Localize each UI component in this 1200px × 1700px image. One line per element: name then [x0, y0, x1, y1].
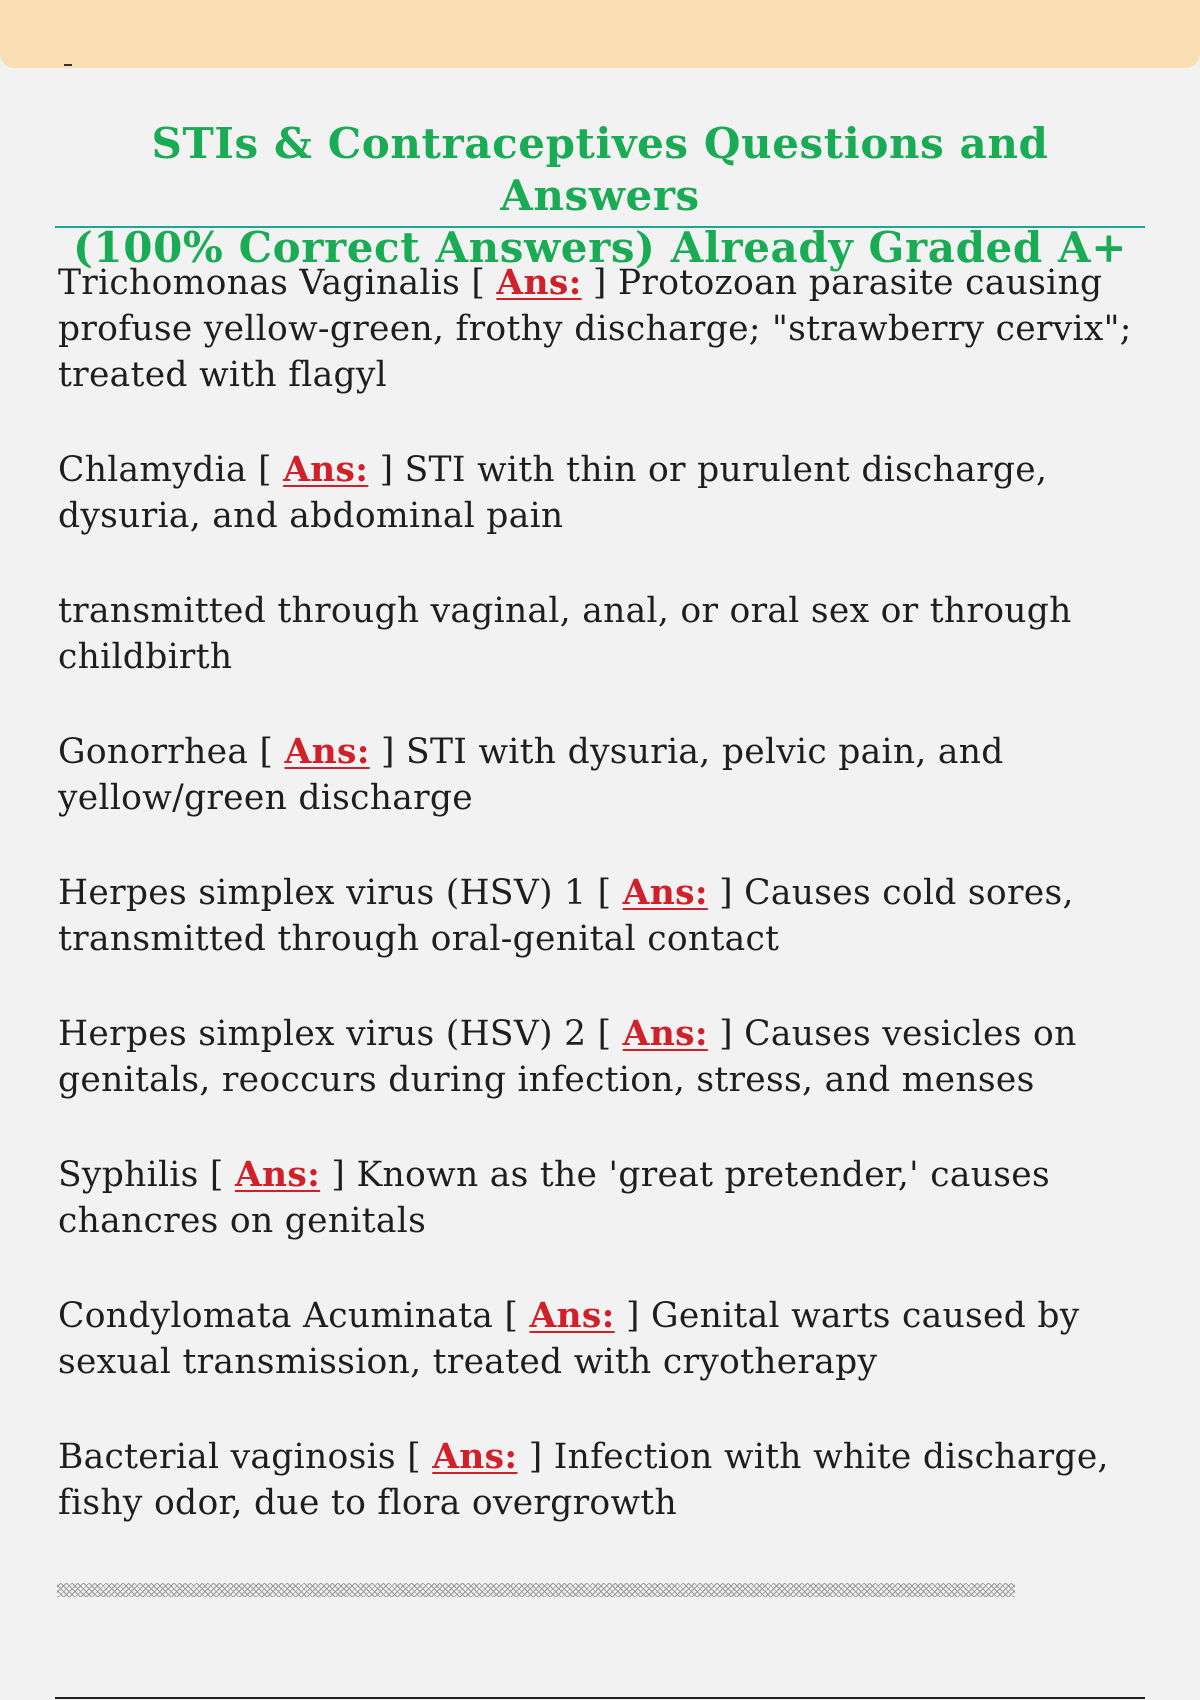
entry-term: Chlamydia — [58, 450, 247, 490]
qa-entry-syphilis: Syphilis [ Ans: ] Known as the 'great pretender,' causes chancres on genitals — [58, 1155, 1050, 1241]
answer-label: Ans: — [622, 873, 708, 913]
qa-list — [58, 260, 1158, 1575]
title-line-1: STIs & Contraceptives Questions and Answers — [151, 119, 1049, 220]
entry-answer: Infection with white discharge, fishy odor, due to flora overgrowth — [58, 1437, 1109, 1523]
qa-entry-trichomonas: Trichomonas Vaginalis [ Ans: ] Protozoan parasite causing profuse yellow-green, frothy discharge; "strawberry cervix"; treated with flagyl — [58, 263, 1132, 395]
answer-label: Ans: — [283, 450, 369, 490]
entry-answer: Known as the 'great pretender,' causes chancres on genitals — [58, 1155, 1050, 1241]
stray-mark — [64, 58, 72, 66]
qa-entry-condylomata: Condylomata Acuminata [ Ans: ] Genital warts caused by sexual transmission, treated with cryotherapy — [58, 1296, 1080, 1382]
entry-note: transmitted through vaginal, anal, or oral sex or through childbirth — [58, 591, 1072, 677]
qa-entry-note-transmission — [58, 588, 1158, 680]
entry-answer: Causes vesicles on genitals, reoccurs during infection, stress, and menses — [58, 1014, 1077, 1100]
entry-term: Gonorrhea — [58, 732, 249, 772]
page-title — [55, 118, 1145, 274]
answer-label: Ans: — [622, 1014, 708, 1054]
top-banner — [0, 0, 1200, 68]
entry-term: Trichomonas Vaginalis — [58, 263, 461, 303]
entry-term: Syphilis — [58, 1155, 199, 1195]
qa-entry-hsv2: Herpes simplex virus (HSV) 2 [ Ans: ] Causes vesicles on genitals, reoccurs during infection, stress, and menses — [58, 1014, 1077, 1100]
title-line-2: (100% Correct Answers) Already Graded A+ — [72, 223, 1128, 272]
page-bottom-rule — [55, 1697, 1145, 1699]
entry-answer: Protozoan parasite causing profuse yellow-green, frothy discharge; "strawberry cervix"; treated with flagyl — [58, 263, 1132, 395]
answer-label: Ans: — [234, 1155, 321, 1195]
entry-answer: STI with thin or purulent discharge, dysuria, and abdominal pain — [58, 450, 1048, 536]
answer-label: Ans: — [432, 1437, 518, 1477]
answer-label: Ans: — [284, 732, 370, 772]
qa-entry-bacterial-vaginosis: Bacterial vaginosis [ Ans: ] Infection with white discharge, fishy odor, due to flora overgrowth — [58, 1437, 1109, 1523]
entry-term: Condylomata Acuminata — [58, 1296, 494, 1336]
entry-term: Herpes simplex virus (HSV) 1 — [58, 873, 587, 913]
entry-answer: Genital warts caused by sexual transmission, treated with cryotherapy — [58, 1296, 1080, 1382]
entry-answer: Causes cold sores, transmitted through oral-genital contact — [58, 873, 1074, 959]
answer-label: Ans: — [496, 263, 582, 303]
qa-entry-chlamydia: Chlamydia [ Ans: ] STI with thin or purulent discharge, dysuria, and abdominal pain — [58, 450, 1048, 536]
decorative-divider — [57, 1583, 1015, 1597]
title-divider — [55, 226, 1145, 228]
qa-entry-hsv1: Herpes simplex virus (HSV) 1 [ Ans: ] Causes cold sores, transmitted through oral-genital contact — [58, 873, 1074, 959]
entry-term: Bacterial vaginosis — [58, 1437, 396, 1477]
qa-entry-gonorrhea: Gonorrhea [ Ans: ] STI with dysuria, pelvic pain, and yellow/green discharge — [58, 732, 1004, 818]
entry-answer: STI with dysuria, pelvic pain, and yellow/green discharge — [58, 732, 1004, 818]
entry-term: Herpes simplex virus (HSV) 2 — [58, 1014, 587, 1054]
answer-label: Ans: — [529, 1296, 615, 1336]
